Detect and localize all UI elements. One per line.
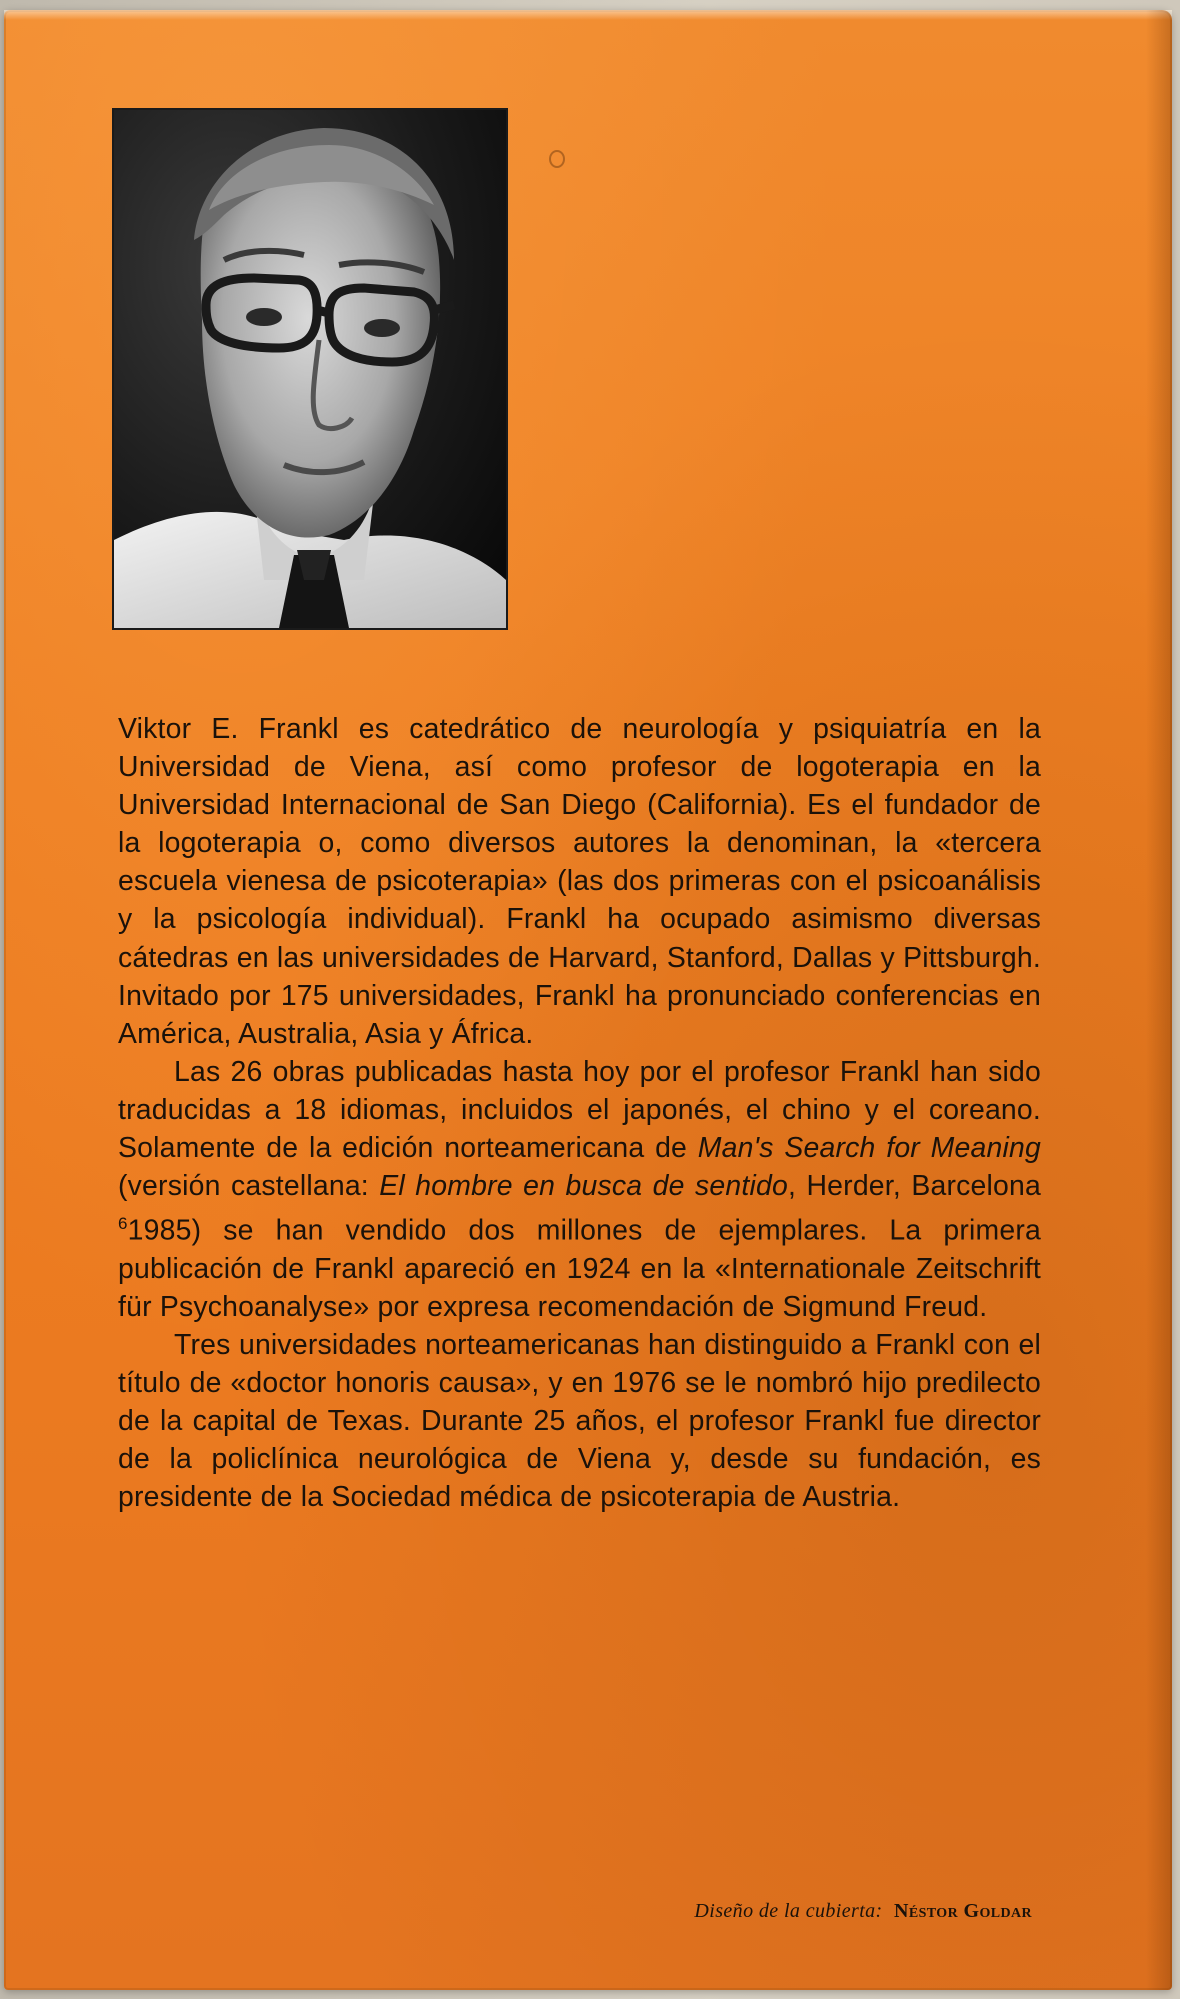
cover-design-credit-label: Diseño de la cubierta:: [694, 1900, 883, 1922]
book-back-cover: [4, 10, 1172, 1990]
bio-text: Las 26 obras publicadas hasta hoy por el profesor Frankl han sido traducidas a 18 idiomas, incluidos el japonés, el chino y el coreano. Solamente de la edición norteamericana de: [118, 1055, 1041, 1165]
bio-paragraph: [118, 710, 1041, 1053]
author-biography: [118, 710, 1041, 1516]
cover-top-wear: [4, 10, 1172, 20]
bio-paragraph: [118, 1053, 1041, 1326]
bio-italic-title: Man's Search for Meaning: [697, 1132, 1041, 1165]
cover-design-credit: [694, 1900, 1032, 1923]
bio-text: Viktor E. Frankl es catedrático de neurología y psiquiatría en la Universidad de Viena, así como profesor de logoterapia en la Universidad Internacional de San Diego (California). Es el fundador de la logoterapia o, como diversos autores la denominan, la «tercera escuela vienesa de psicoterapia» (las dos primeras con el psicoanálisis y la psicología individual). Frankl ha ocupado asimismo diversas cátedras en las universidades de Harvard, Stanford, Dallas y Pittsburgh. Invitado por 175 universidades, Frankl ha pronunciado conferencias en América, Australia, Asia y África.: [118, 713, 1041, 1050]
bio-italic-title: El hombre en busca de sentido: [379, 1170, 788, 1203]
cover-stain-mark: [549, 150, 565, 168]
bio-text: 1985) se han vendido dos millones de ejemplares. La primera publicación de Frankl apareció en 1924 en la «Internationale Zeitschrift für Psychoanalyse» por expresa recomendación de Sigmund Freud.: [118, 1214, 1041, 1323]
cover-edge-wear: [1146, 10, 1172, 1990]
bio-paragraph: [118, 1326, 1041, 1516]
bio-text: , Herder, Barcelona: [788, 1170, 1042, 1203]
cover-designer-name: Néstor Goldar: [894, 1900, 1032, 1922]
bio-text: (versión castellana:: [118, 1170, 380, 1203]
author-portrait-drawing: [114, 110, 506, 628]
bio-text: Tres universidades norteamericanas han distinguido a Frankl con el título de «doctor honoris causa», y en 1976 se le nombró hijo predilecto de la capital de Texas. Durante 25 años, el profesor Frankl fue director de la policlínica neurológica de Viena y, desde su fundación, es presidente de la Sociedad médica de psicoterapia de Austria.: [118, 1328, 1041, 1514]
author-portrait-photo: [112, 108, 508, 630]
edition-superscript: 6: [118, 1214, 128, 1234]
